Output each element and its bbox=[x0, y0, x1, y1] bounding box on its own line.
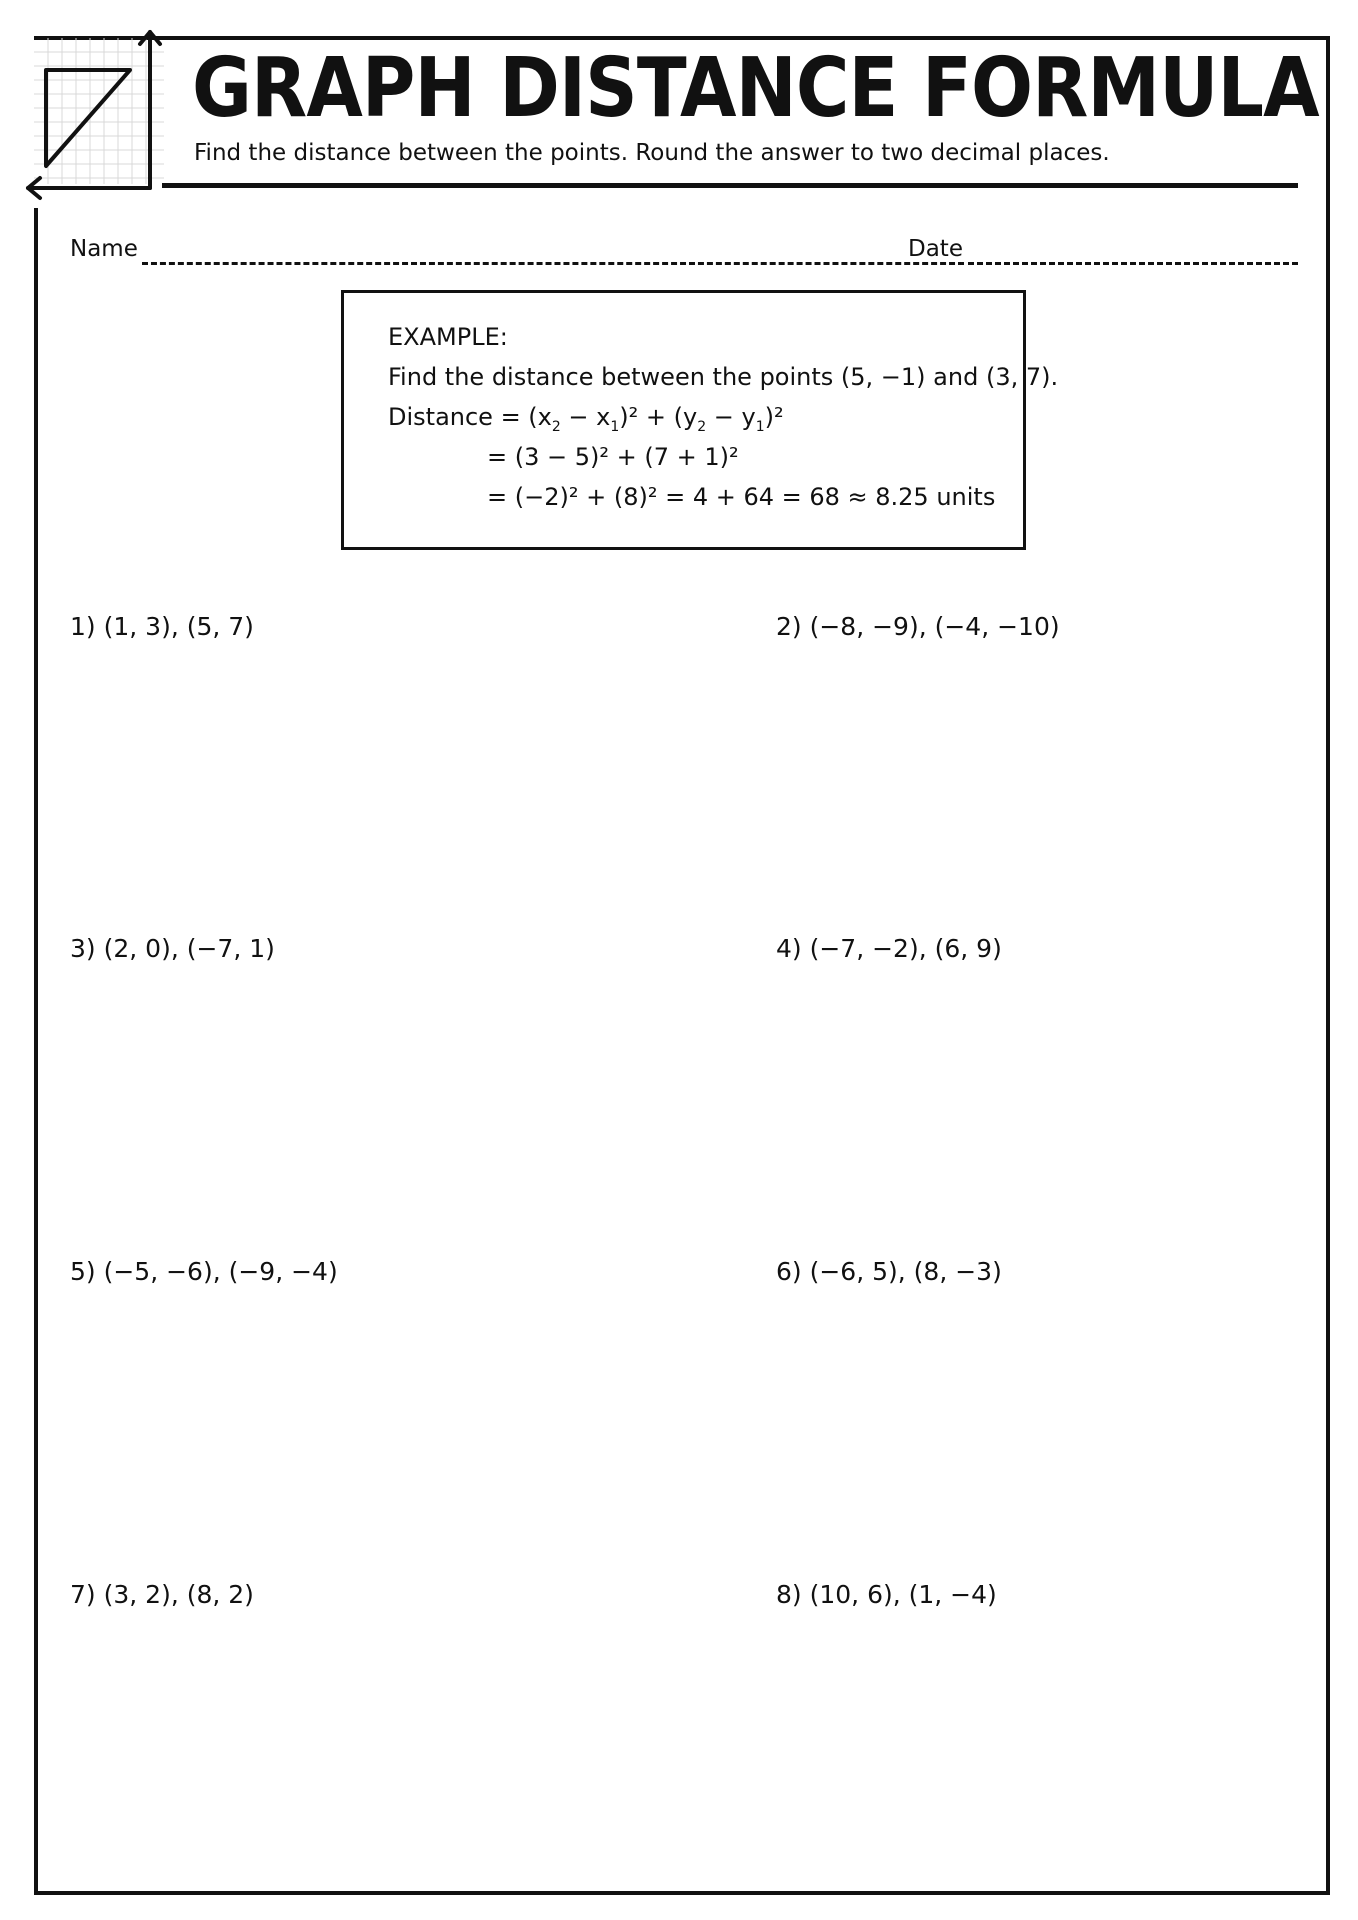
example-prompt: Find the distance between the points (5, −1) and (3, 7). bbox=[388, 363, 1059, 391]
example-step-2: = (3 − 5)² + (7 + 1)² bbox=[487, 443, 739, 471]
date-label: Date bbox=[908, 236, 963, 262]
example-box bbox=[341, 290, 1059, 550]
example-heading: EXAMPLE: bbox=[388, 323, 508, 351]
name-date-row bbox=[70, 236, 1298, 276]
problem-4: 4) (−7, −2), (6, 9) bbox=[776, 934, 1002, 963]
problem-7: 7) (3, 2), (8, 2) bbox=[70, 1580, 254, 1609]
problem-1: 1) (1, 3), (5, 7) bbox=[70, 612, 254, 641]
name-label: Name bbox=[70, 236, 138, 262]
problem-5: 5) (−5, −6), (−9, −4) bbox=[70, 1257, 338, 1286]
problem-3: 3) (2, 0), (−7, 1) bbox=[70, 934, 275, 963]
example-step-3: = (−2)² + (8)² = 4 + 64 = 68 ≈ 8.25 units bbox=[487, 483, 996, 511]
header-divider bbox=[162, 183, 1298, 188]
example-formula: Distance = $(x_2 - x_1)^2 + (y_2 - y_1)^2$ bbox=[388, 403, 784, 435]
name-field[interactable] bbox=[142, 262, 964, 265]
date-field[interactable] bbox=[968, 262, 1298, 265]
problem-2: 2) (−8, −9), (−4, −10) bbox=[776, 612, 1060, 641]
problem-6: 6) (−6, 5), (8, −3) bbox=[776, 1257, 1002, 1286]
page-border-left bbox=[34, 208, 38, 1895]
worksheet-title: GRAPH DISTANCE FORMULA bbox=[192, 41, 1319, 136]
instructions-text: Find the distance between the points. Round the answer to two decimal places. bbox=[194, 140, 1110, 166]
axes-triangle-grid-icon bbox=[18, 24, 168, 204]
problem-8: 8) (10, 6), (1, −4) bbox=[776, 1580, 997, 1609]
